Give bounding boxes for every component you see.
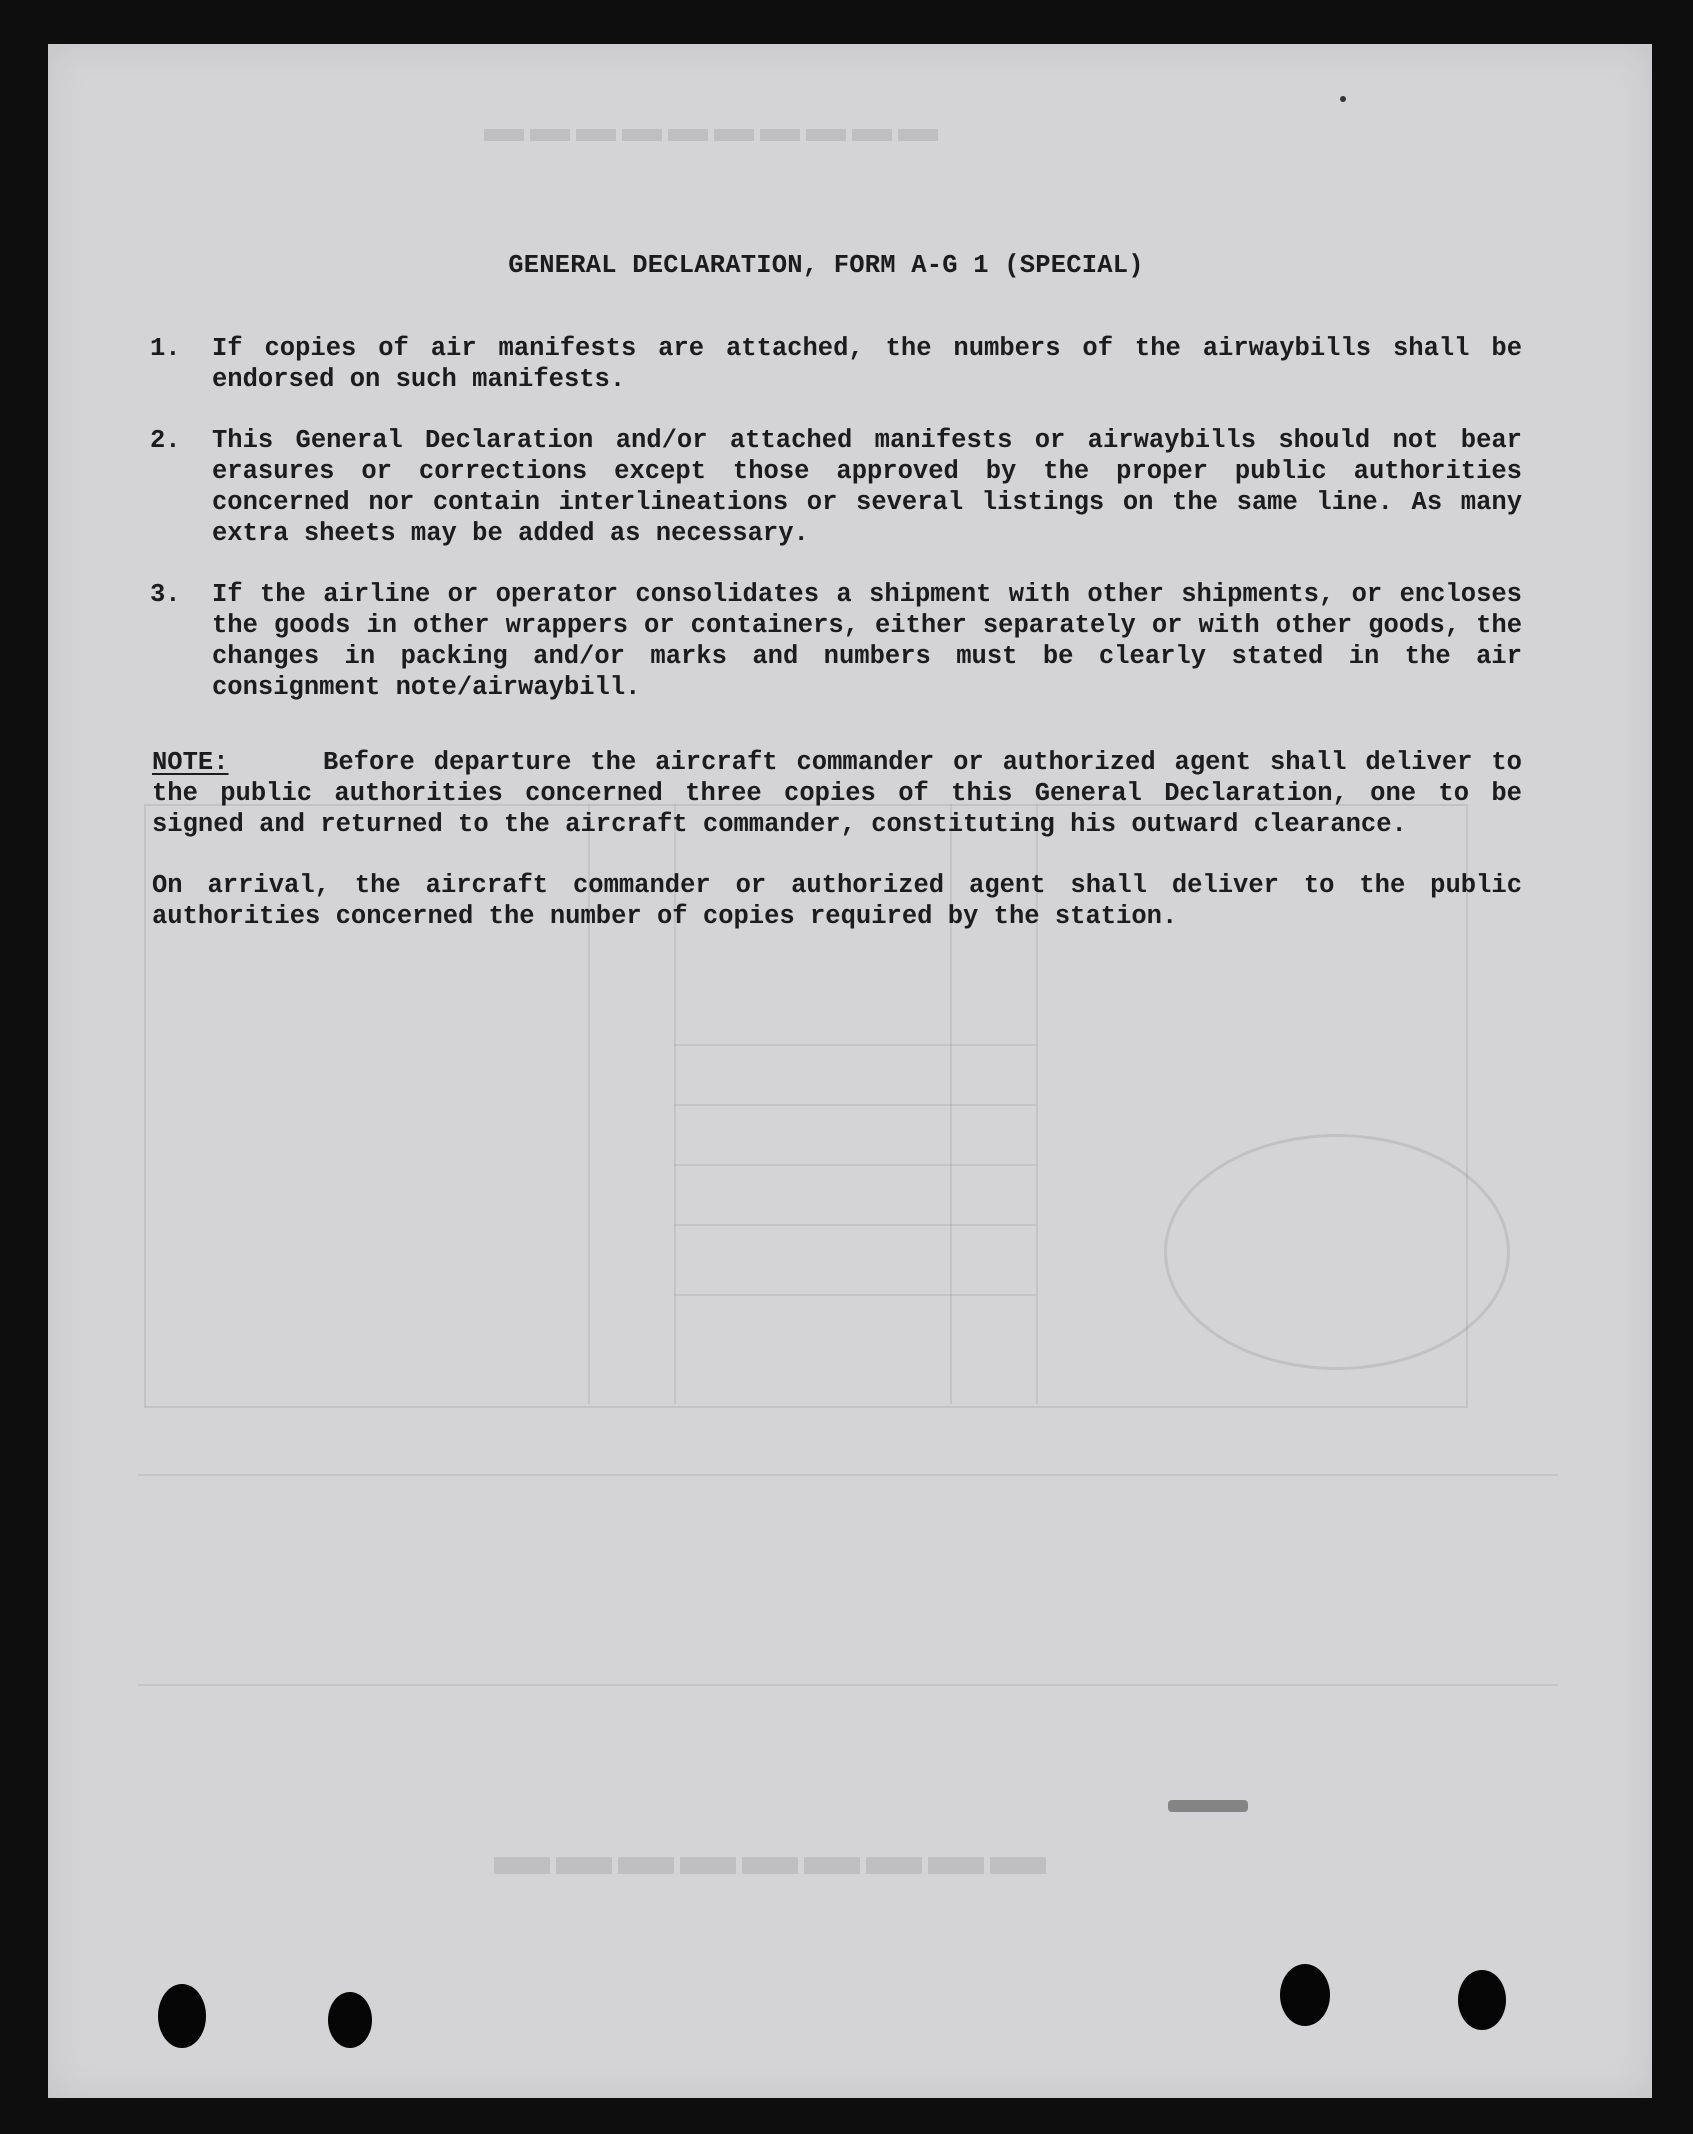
list-item [130,579,1522,703]
bleed-table-rule [674,1104,1036,1106]
punch-hole-mark [328,1992,372,2048]
bleed-stamp-oval [1164,1134,1510,1370]
note-paragraph [130,747,1522,840]
note-text: Before departure the aircraft commander or authorized agent shall deliver to the public authorities concerned three copies of this General Declaration, one to be signed and returned to the aircraft commander, constituting his outward clearance. [152,748,1522,839]
item-number: 1. [150,334,181,363]
declaration-instructions [130,250,1522,932]
list-item [130,333,1522,395]
speck-mark [1168,1800,1248,1812]
note-label: NOTE: [152,748,229,777]
bleed-table-rule [674,1294,1036,1296]
item-text: If copies of air manifests are attached, the numbers of the airwaybills shall be endorsed on such manifests. [212,334,1522,394]
bleed-table-rule [674,1164,1036,1166]
speck-mark [1340,96,1346,102]
bleed-rule [138,1474,1558,1476]
instruction-list [130,333,1522,703]
document-title: GENERAL DECLARATION, FORM A-G 1 (SPECIAL) [508,251,1144,280]
bleed-heading: ▬▬▬▬▬▬▬▬▬ [488,1825,1046,1887]
bleed-rule [138,1684,1558,1686]
item-text: If the airline or operator consolidates a shipment with other shipments, or encloses the goods in other wrappers or containers, either separately or with other goods, the changes in packing and/or marks and numbers must be clearly stated in the air consignment note/airwaybill. [212,580,1522,702]
punch-hole-mark [1280,1964,1330,2026]
item-number: 3. [150,580,181,609]
arrival-paragraph: On arrival, the aircraft commander or authorized agent shall deliver to the public authorities concerned the number of copies required by the station. [152,871,1522,931]
bleed-heading: ▬▬▬▬▬▬▬▬▬▬ [478,105,938,150]
list-item [130,425,1522,549]
bleed-table-rule [674,1224,1036,1226]
bleed-table-rule [674,1044,1036,1046]
punch-hole-mark [158,1984,206,2048]
punch-hole-mark [1458,1970,1506,2030]
item-number: 2. [150,426,181,455]
item-text: This General Declaration and/or attached manifests or airwaybills should not bear erasures or corrections except those approved by the proper public authorities concerned nor contain interlineations or several listings on the same line. As many extra sheets may be added as necessary. [212,426,1522,548]
